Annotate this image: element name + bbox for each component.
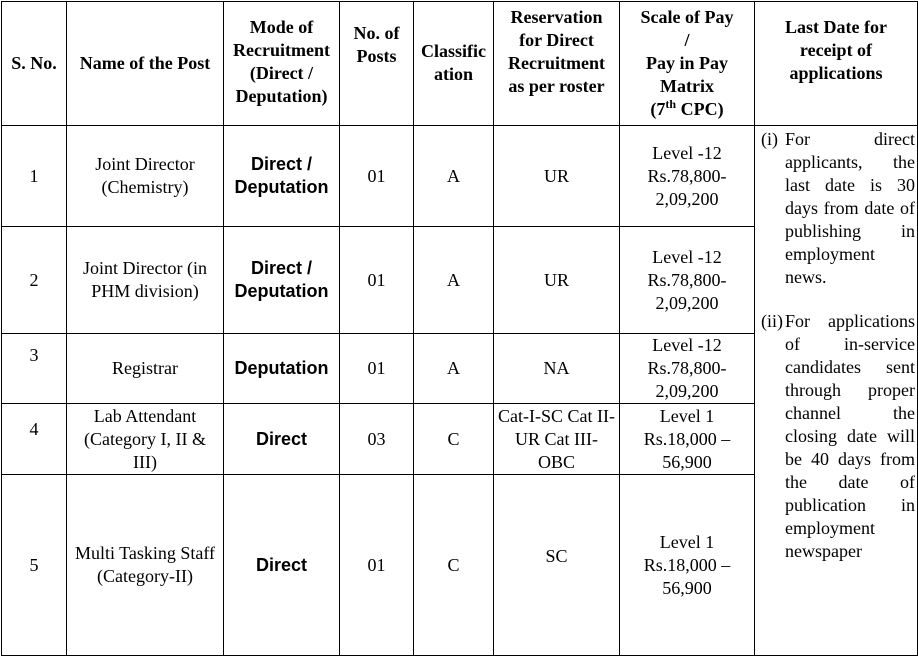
header-post: Name of the Post bbox=[67, 2, 224, 126]
row-mode: Direct / Deputation bbox=[224, 126, 340, 227]
header-last-date: Last Date for receipt of applications bbox=[755, 2, 918, 126]
row-reservation: NA bbox=[494, 334, 620, 404]
row-scale: Level -12 Rs.78,800-2,09,200 bbox=[620, 126, 755, 227]
last-date-item-1-text: For direct applicants, the last date is 30 days from date of publishing in employment news. bbox=[785, 129, 915, 287]
row-post: Joint Director (in PHM division) bbox=[67, 227, 224, 334]
row-classification: A bbox=[414, 334, 494, 404]
row-mode: Deputation bbox=[224, 334, 340, 404]
header-classification bbox=[414, 2, 494, 126]
row-posts: 01 bbox=[340, 475, 414, 656]
last-date-item-1-number: (i) bbox=[761, 129, 778, 149]
last-date-item-2-number: (ii) bbox=[761, 311, 783, 331]
row-mode: Direct bbox=[224, 475, 340, 656]
row-reservation: SC bbox=[494, 475, 620, 656]
last-date-item-2-text: For applications of in-service candidates sent through proper channel the closing date will be 40 days from the date of publication in employment newspaper bbox=[785, 311, 915, 561]
row-mode: Direct / Deputation bbox=[224, 227, 340, 334]
row-mode: Direct bbox=[224, 404, 340, 475]
header-sno: S. No. bbox=[2, 2, 67, 126]
row-classification: C bbox=[414, 475, 494, 656]
row-post: Joint Director (Chemistry) bbox=[67, 126, 224, 227]
row-scale: Level -12 Rs.78,800-2,09,200 bbox=[620, 334, 755, 404]
row-scale: Level 1 Rs.18,000 – 56,900 bbox=[620, 404, 755, 475]
row-post: Multi Tasking Staff (Category-II) bbox=[67, 475, 224, 656]
row-sno: 2 bbox=[2, 227, 67, 334]
row-posts: 01 bbox=[340, 227, 414, 334]
recruitment-table bbox=[1, 1, 918, 656]
header-scale-line3: Pay in Pay Matrix bbox=[645, 53, 728, 96]
row-classification: A bbox=[414, 227, 494, 334]
last-date-item-2 bbox=[761, 310, 915, 563]
header-scale bbox=[620, 2, 755, 126]
row-sno: 3 bbox=[2, 334, 67, 404]
row-sno: 1 bbox=[2, 126, 67, 227]
last-date-item-1 bbox=[761, 128, 915, 289]
header-row bbox=[2, 2, 918, 126]
header-mode: Mode of Recruitment (Direct / Deputation) bbox=[224, 2, 340, 126]
header-scale-line4: (7th CPC) bbox=[650, 97, 724, 119]
row-sno: 4 bbox=[2, 404, 67, 475]
last-date-cell bbox=[755, 126, 918, 656]
row-posts: 01 bbox=[340, 126, 414, 227]
header-scale-line1: Scale of Pay bbox=[640, 7, 734, 27]
row-reservation: UR bbox=[494, 126, 620, 227]
row-post: Lab Attendant (Category I, II & III) bbox=[67, 404, 224, 475]
row-reservation: Cat-I-SC Cat II-UR Cat III-OBC bbox=[494, 404, 620, 475]
header-scale-line2: / bbox=[684, 30, 690, 50]
row-scale: Level -12 Rs.78,800-2,09,200 bbox=[620, 227, 755, 334]
header-classification-text: Classification bbox=[421, 41, 486, 84]
row-posts: 03 bbox=[340, 404, 414, 475]
header-posts: No. of Posts bbox=[340, 2, 414, 126]
row-classification: C bbox=[414, 404, 494, 475]
row-classification: A bbox=[414, 126, 494, 227]
row-sno: 5 bbox=[2, 475, 67, 656]
header-reservation: Reservation for Direct Recruitment as per roster bbox=[494, 2, 620, 126]
row-scale: Level 1 Rs.18,000 – 56,900 bbox=[620, 475, 755, 656]
row-posts: 01 bbox=[340, 334, 414, 404]
table-row bbox=[2, 126, 918, 227]
row-reservation: UR bbox=[494, 227, 620, 334]
row-post: Registrar bbox=[67, 334, 224, 404]
